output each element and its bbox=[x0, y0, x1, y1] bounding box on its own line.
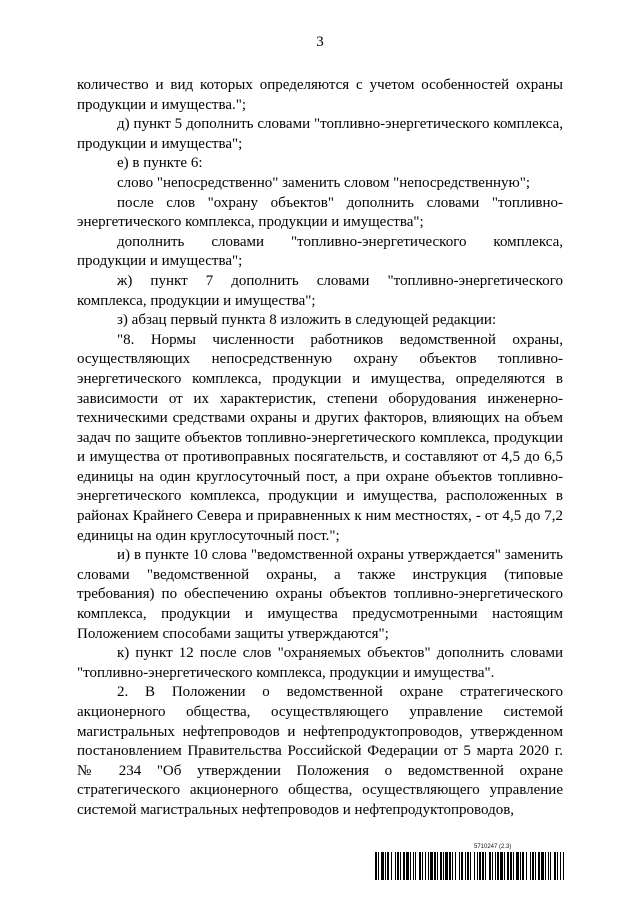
paragraph: з) абзац первый пункта 8 изложить в следующей редакции: bbox=[117, 312, 497, 329]
document-body bbox=[77, 76, 563, 821]
paragraph: д) пункт 5 дополнить словами "топливно-энергетического комплекса, продукции и имущества"; bbox=[77, 116, 563, 152]
paragraph: количество и вид которых определяются с учетом особенностей охраны продукции и имущества."; bbox=[77, 77, 563, 113]
paragraph: и) в пункте 10 слова "ведомственной охраны утверждается" заменить словами "ведомственной охраны, а также инструкция (типовые требования) по обеспечению охраны объектов топливно-энергетического комплекса, продукции и имущества предусмотренными настоящим Положением способами защиты утверждаются"; bbox=[77, 547, 563, 642]
paragraph: 2. В Положении о ведомственной охране стратегического акционерного общества, осуществляющего управление системой магистральных нефтепроводов и нефтепродуктопроводов, утвержденном постановлением Правительства Российской Федерации от 5 марта 2020 г. № 234 "Об утверждении Положения о ведомственной охране стратегического акционерного общества, осуществляющего управление системой магистральных нефтепроводов и нефтепродуктопроводов, bbox=[77, 684, 563, 818]
paragraph: е) в пункте 6: bbox=[117, 155, 203, 172]
paragraph: ж) пункт 7 дополнить словами "топливно-энергетического комплекса, продукции и имущества"; bbox=[77, 272, 563, 309]
barcode-label: 5710247 (2.3) bbox=[474, 844, 512, 850]
paragraph: к) пункт 12 после слов "охраняемых объектов" дополнить словами "топливно-энергетического комплекса, продукции и имущества". bbox=[77, 645, 563, 681]
barcode-icon bbox=[375, 852, 565, 880]
paragraph: после слов "охрану объектов" дополнить словами "топливно-энергетического комплекса, продукции и имущества"; bbox=[77, 194, 563, 231]
paragraph: слово "непосредственно" заменить словом "непосредственную"; bbox=[117, 174, 531, 191]
paragraph: дополнить словами "топливно-энергетического комплекса, продукции и имущества"; bbox=[77, 233, 563, 270]
page-number: 3 bbox=[316, 34, 324, 50]
paragraph: "8. Нормы численности работников ведомственной охраны, осуществляющих непосредственную охрану объектов топливно-энергетического комплекса, продукции и имущества, определяются в зависимости от их характеристик, степени оборудования инженерно-техническими средствами охраны и других факторов, влияющих на объем задач по защите объектов топливно-энергетического комплекса, продукции и имущества от противоправных посягательств, и составляют от 4,5 до 6,5 единицы на один круглосуточный пост, а при охране объектов топливно-энергетического комплекса, продукции и имущества, расположенных в районах Крайнего Севера и приравненных к ним местностях, - от 4,5 до 7,2 единицы на один круглосуточный пост."; bbox=[77, 331, 563, 544]
